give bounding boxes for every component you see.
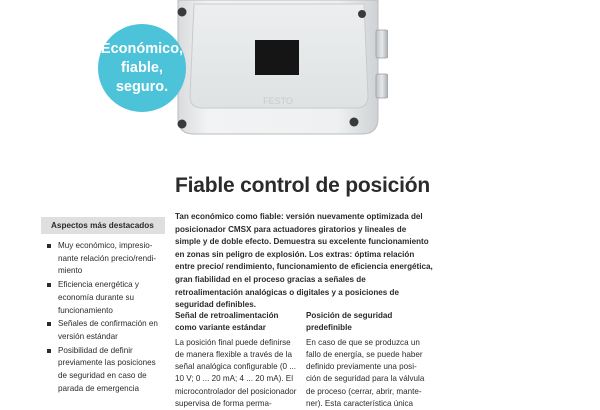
- badge-line: Económico,: [100, 40, 184, 57]
- list-item: Eficiencia energética y economía durante su funcionamiento: [44, 279, 162, 317]
- section-body: En caso de que se produzca un fallo de energía, se puede haber definido previamente una posición de seguridad para la válvula de proceso (cerrar, abrir, mantener). Esta característica única: [306, 337, 425, 409]
- page-title: Fiable control de posición: [175, 174, 430, 197]
- intro-paragraph: Tan económico como fiable: versión nuevamente optimizada del posicionador CMSX para actuadores giratorios y lineales de simple y de doble efecto. Demuestra su excelente funcionamiento en zonas sin peligro de explosión. Los extras: óptima relación entre precio/ rendimiento, funcionamiento de eficiencia energética, gran fiabilidad en el proceso gracias a señales de retroalimentación analógicas o digitales y a posiciones de seguridad definibles.: [175, 212, 433, 310]
- badge-line: seguro.: [115, 78, 169, 95]
- slogan-badge: [98, 24, 186, 112]
- positioner-device-image: [172, 0, 388, 136]
- section-body: La posición final puede definirse de manera flexible a través de la señal analógica configurable (0 ... 10 V; 0 ... 20 mA; 4 ... 20 mA). El microcontrolador del posicionador supervisa de forma perma-: [175, 337, 297, 409]
- highlights-heading: Aspectos más destacados: [41, 217, 165, 234]
- badge-line: fiable,: [121, 59, 163, 76]
- list-item: Muy económico, impresionante relación precio/rendimiento: [44, 240, 162, 278]
- list-item: Posibilidad de definir previamente las posiciones de seguridad en caso de parada de emergencia: [44, 345, 162, 396]
- section-heading: Posición de seguridad predefinible: [306, 311, 393, 333]
- section-heading: Señal de retroalimentación como variante estándar: [175, 311, 279, 333]
- feedback-signal-section: [175, 310, 297, 410]
- device-brand-label: FESTO: [263, 96, 293, 106]
- highlights-list: [44, 240, 162, 396]
- list-item: Señales de confirmación en versión estándar: [44, 318, 162, 343]
- safety-position-section: [306, 310, 428, 410]
